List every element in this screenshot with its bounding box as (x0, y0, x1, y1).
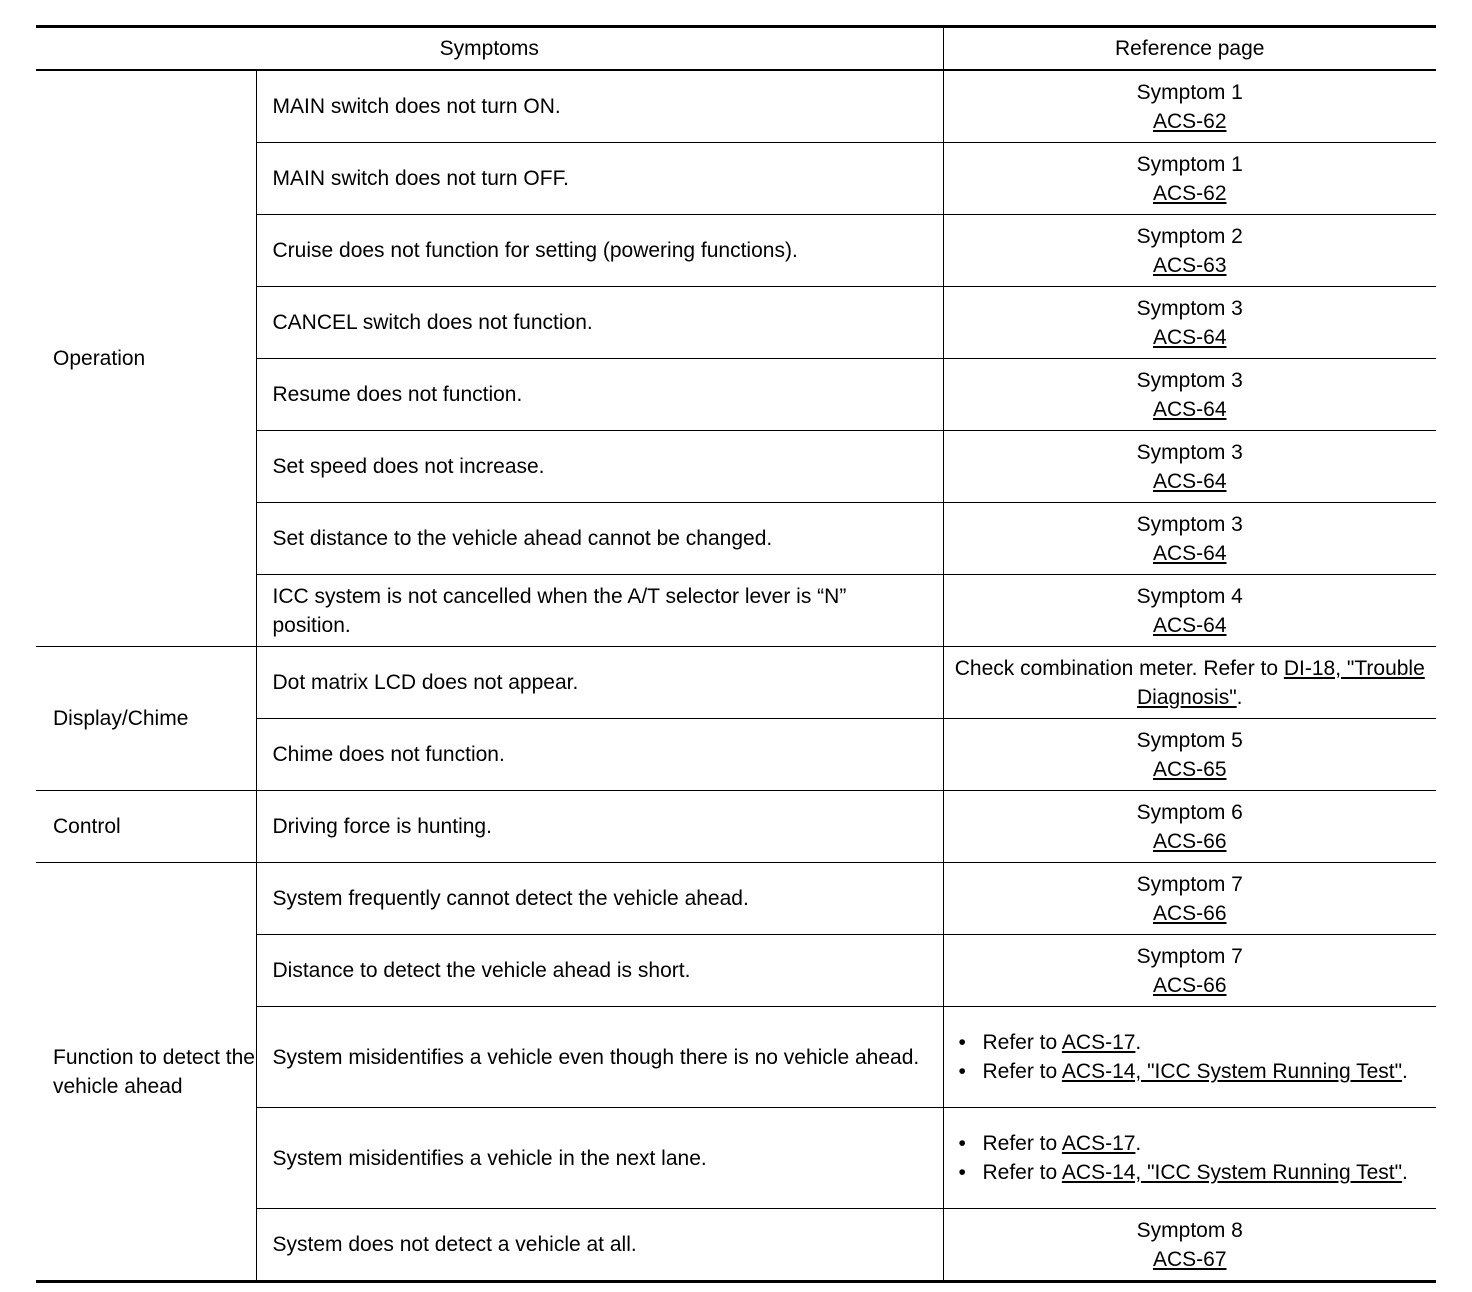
symptoms-table (36, 25, 1436, 1283)
symptom-label: Symptom 3 (1136, 512, 1243, 536)
reference-suffix: . (1402, 1161, 1408, 1184)
category-control: Control (36, 791, 256, 863)
symptom-cell: Distance to detect the vehicle ahead is short. (256, 935, 943, 1007)
category-operation: Operation (36, 70, 256, 647)
table-row (36, 863, 1436, 935)
symptom-cell: System misidentifies a vehicle even though there is no vehicle ahead. (256, 1007, 943, 1108)
symptom-label: Symptom 8 (1136, 1218, 1243, 1242)
symptom-cell: Set distance to the vehicle ahead cannot be changed. (256, 503, 943, 575)
reference-link[interactable]: ACS-66 (1152, 829, 1227, 853)
reference-cell (943, 575, 1436, 647)
list-item (944, 1129, 1437, 1158)
symptom-cell: Driving force is hunting. (256, 791, 943, 863)
table-row (36, 70, 1436, 143)
table-row (36, 791, 1436, 863)
reference-link[interactable]: ACS-63 (1152, 253, 1227, 277)
symptom-cell: Chime does not function. (256, 719, 943, 791)
list-item (944, 1057, 1437, 1086)
reference-cell (943, 1108, 1436, 1209)
symptom-cell: Dot matrix LCD does not appear. (256, 647, 943, 719)
reference-link[interactable]: ACS-64 (1152, 469, 1227, 493)
symptom-label: Symptom 3 (1136, 368, 1243, 392)
reference-suffix: . (1236, 685, 1243, 709)
reference-cell (943, 70, 1436, 143)
reference-text: Refer to (982, 1031, 1062, 1054)
reference-link[interactable]: ACS-66 (1152, 901, 1227, 925)
reference-link[interactable]: ACS-67 (1152, 1247, 1227, 1271)
symptom-label: Symptom 3 (1136, 440, 1243, 464)
list-item (944, 1158, 1437, 1187)
reference-link[interactable]: ACS-14, "ICC System Running Test" (1061, 1161, 1403, 1184)
reference-text: Refer to (982, 1132, 1062, 1155)
symptom-cell: System frequently cannot detect the vehicle ahead. (256, 863, 943, 935)
reference-cell (943, 647, 1436, 719)
reference-link[interactable]: ACS-62 (1152, 109, 1227, 133)
symptom-label: Symptom 7 (1136, 944, 1243, 968)
bullet-icon: • (958, 1132, 966, 1155)
reference-link[interactable]: ACS-64 (1152, 541, 1227, 565)
table-row (36, 647, 1436, 719)
reference-cell (943, 791, 1436, 863)
symptom-cell: Set speed does not increase. (256, 431, 943, 503)
symptom-cell: Cruise does not function for setting (powering functions). (256, 215, 943, 287)
reference-cell (943, 935, 1436, 1007)
reference-link[interactable]: ACS-64 (1152, 613, 1227, 637)
symptom-label: Symptom 1 (1136, 152, 1243, 176)
reference-cell (943, 143, 1436, 215)
symptom-cell: MAIN switch does not turn ON. (256, 70, 943, 143)
reference-link[interactable]: ACS-66 (1152, 973, 1227, 997)
reference-link[interactable]: ACS-17 (1061, 1132, 1136, 1155)
reference-list (944, 1028, 1437, 1086)
symptom-label: Symptom 7 (1136, 872, 1243, 896)
symptom-cell: System does not detect a vehicle at all. (256, 1209, 943, 1282)
reference-link[interactable]: ACS-17 (1061, 1031, 1136, 1054)
reference-list (944, 1129, 1437, 1187)
reference-cell (943, 359, 1436, 431)
reference-link[interactable]: DI-18, "Trouble Diagnosis" (1136, 656, 1425, 709)
reference-cell (943, 215, 1436, 287)
reference-text: Refer to (982, 1060, 1062, 1083)
reference-cell (943, 431, 1436, 503)
reference-cell (943, 863, 1436, 935)
category-display-chime: Display/Chime (36, 647, 256, 791)
reference-suffix: . (1135, 1031, 1142, 1054)
table-header-row (36, 27, 1436, 71)
symptom-label: Symptom 3 (1136, 296, 1243, 320)
reference-page-header: Reference page (943, 27, 1436, 71)
symptom-cell: Resume does not function. (256, 359, 943, 431)
reference-cell (943, 503, 1436, 575)
symptom-label: Symptom 2 (1136, 224, 1243, 248)
reference-text: Check combination meter. Refer to (954, 656, 1284, 680)
reference-link[interactable]: ACS-65 (1152, 757, 1227, 781)
symptom-cell: CANCEL switch does not function. (256, 287, 943, 359)
symptom-label: Symptom 4 (1136, 584, 1243, 608)
symptom-label: Symptom 5 (1136, 728, 1243, 752)
reference-link[interactable]: ACS-64 (1152, 325, 1227, 349)
bullet-icon: • (958, 1060, 966, 1083)
symptom-cell: MAIN switch does not turn OFF. (256, 143, 943, 215)
category-detect-vehicle: Function to detect the vehicle ahead (53, 1045, 255, 1098)
symptoms-header: Symptoms (36, 27, 943, 71)
reference-cell (943, 719, 1436, 791)
reference-cell (943, 287, 1436, 359)
bullet-icon: • (958, 1161, 966, 1184)
reference-link[interactable]: ACS-62 (1152, 181, 1227, 205)
bullet-icon: • (958, 1031, 966, 1054)
symptom-cell: ICC system is not cancelled when the A/T selector lever is “N” position. (256, 575, 943, 647)
reference-link[interactable]: ACS-64 (1152, 397, 1227, 421)
symptom-label: Symptom 6 (1136, 800, 1243, 824)
reference-link[interactable]: ACS-14, "ICC System Running Test" (1061, 1060, 1403, 1083)
symptom-label: Symptom 1 (1136, 80, 1243, 104)
symptom-cell: System misidentifies a vehicle in the next lane. (256, 1108, 943, 1209)
reference-cell (943, 1209, 1436, 1282)
reference-suffix: . (1402, 1060, 1408, 1083)
reference-text: Refer to (982, 1161, 1062, 1184)
list-item (944, 1028, 1437, 1057)
reference-cell (943, 1007, 1436, 1108)
reference-suffix: . (1135, 1132, 1142, 1155)
